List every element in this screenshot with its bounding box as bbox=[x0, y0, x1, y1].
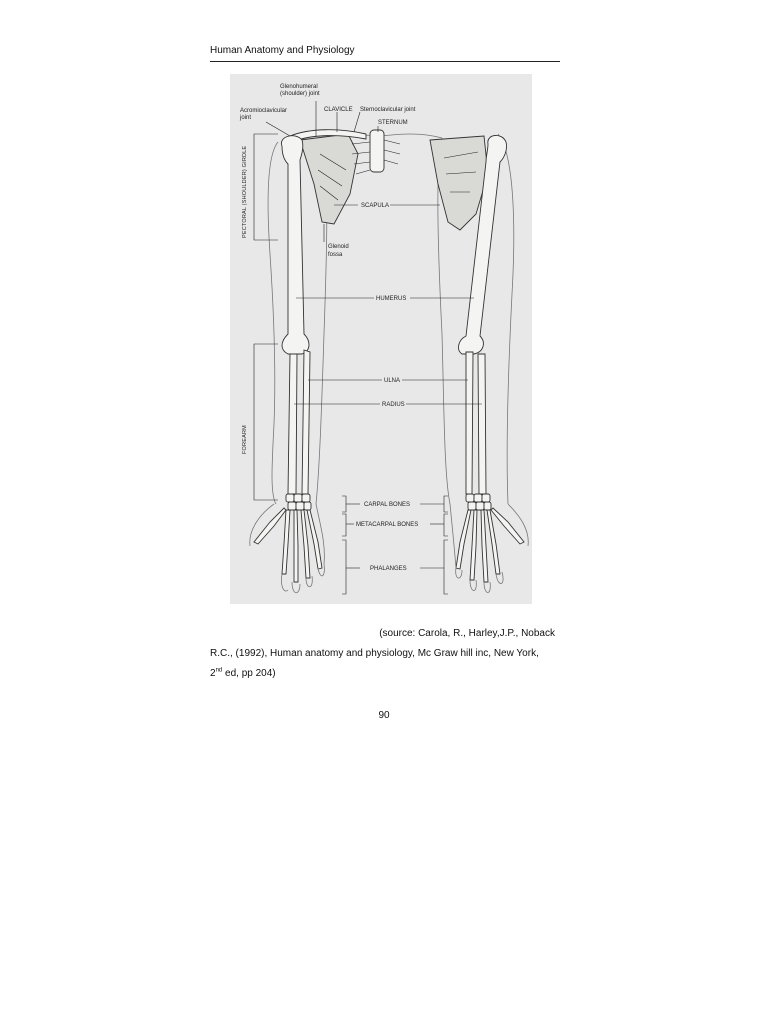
caption-line-2: R.C., (1992), Human anatomy and physiology, Mc Graw hill inc, New York, bbox=[210, 648, 539, 659]
left-hand-bones bbox=[254, 508, 322, 582]
caption-line-1: (source: Carola, R., Harley,J.P., Noback bbox=[379, 628, 555, 639]
running-title: Human Anatomy and Physiology bbox=[210, 45, 355, 56]
label-radius: RADIUS bbox=[382, 402, 405, 408]
left-humerus bbox=[281, 136, 309, 354]
label-glenoid-1: Glenoid bbox=[328, 244, 349, 250]
label-sternoclavicular: Sternoclavicular joint bbox=[360, 107, 416, 113]
label-humerus: HUMERUS bbox=[376, 296, 407, 302]
left-radius bbox=[288, 354, 297, 494]
label-acromioclavicular-2: joint bbox=[240, 115, 252, 121]
label-metacarpal-bones: METACARPAL BONES bbox=[356, 522, 419, 528]
right-carpals bbox=[466, 494, 491, 510]
right-ulna bbox=[466, 352, 473, 494]
left-ulna bbox=[302, 350, 310, 494]
label-forearm: FOREARM bbox=[242, 425, 248, 454]
label-sternum: STERNUM bbox=[378, 120, 408, 126]
page-header bbox=[210, 45, 560, 62]
caption-line-3-rest: ed, pp 204) bbox=[222, 668, 276, 679]
left-scapula bbox=[300, 134, 358, 224]
right-arm-bones bbox=[430, 135, 528, 592]
label-acromioclavicular-1: Acromioclavicular bbox=[240, 108, 288, 114]
right-radius bbox=[478, 354, 486, 494]
caption-line-3 bbox=[210, 668, 276, 679]
label-glenoid-2: fossa bbox=[328, 252, 343, 258]
label-clavicle: CLAVICLE bbox=[324, 107, 353, 113]
edition-suffix: nd bbox=[215, 667, 223, 674]
label-phalanges: PHALANGES bbox=[370, 566, 407, 572]
label-glenohumeral-1: Glenohumeral bbox=[280, 84, 318, 90]
page-number: 90 bbox=[378, 710, 390, 721]
left-carpals bbox=[286, 494, 311, 510]
arm-skeleton-figure bbox=[230, 74, 532, 604]
label-glenohumeral-2: (shoulder) joint bbox=[280, 91, 320, 97]
right-scapula bbox=[430, 136, 488, 230]
edition-number: 2 bbox=[210, 668, 216, 679]
right-hand-bones bbox=[456, 508, 524, 582]
label-ulna: ULNA bbox=[384, 378, 401, 384]
figure-source-caption bbox=[210, 624, 555, 684]
label-scapula: SCAPULA bbox=[361, 203, 390, 209]
arm-skeleton-illustration bbox=[230, 74, 532, 604]
label-pectoral-girdle: PECTORAL (SHOULDER) GIRDLE bbox=[242, 145, 248, 238]
label-carpal-bones: CARPAL BONES bbox=[364, 502, 411, 508]
